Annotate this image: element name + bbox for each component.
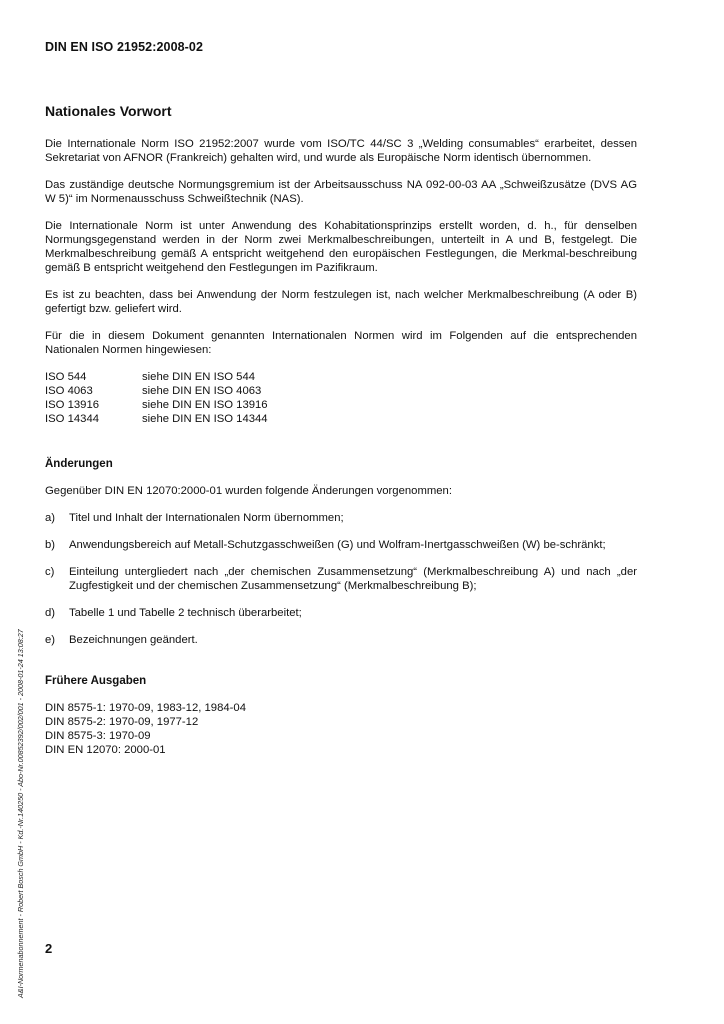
reference-iso: ISO 13916 — [45, 399, 100, 411]
reference-iso: ISO 14344 — [45, 413, 100, 425]
reference-iso: ISO 544 — [45, 371, 87, 383]
reference-din: siehe DIN EN ISO 4063 — [142, 385, 262, 397]
change-item — [45, 511, 637, 525]
earlier-edition-line: DIN 8575-2: 1970-09, 1977-12 — [45, 716, 199, 728]
reference-row — [45, 370, 637, 384]
change-text: Tabelle 1 und Tabelle 2 technisch überarbeitet; — [69, 607, 302, 619]
change-letter: b) — [45, 539, 56, 551]
reference-din: siehe DIN EN ISO 14344 — [142, 413, 268, 425]
foreword-paragraph: Es ist zu beachten, dass bei Anwendung der Norm festzulegen ist, nach welcher Merkmalbeschreibung (A oder B) gefertigt bzw. geliefert wird. — [45, 289, 637, 315]
reference-row — [45, 384, 637, 398]
page-content — [45, 104, 637, 757]
change-text: Einteilung untergliedert nach „der chemischen Zusammensetzung“ (Merkmalbeschreibung A) und nach „der Zugfestigkeit und der chemischen Zusammensetzung“ (Merkmalbeschreibung B); — [69, 566, 637, 592]
change-item — [45, 538, 637, 552]
change-text: Bezeichnungen geändert. — [69, 634, 198, 646]
document-id-header: DIN EN ISO 21952:2008-02 — [45, 40, 204, 54]
foreword-paragraph: Das zuständige deutsche Normungsgremium ist der Arbeitsausschuss NA 092-00-03 AA „Schweißzusätze (DVS AG W 5)“ im Normenausschuss Schweißtechnik (NAS). — [45, 179, 637, 205]
change-letter: a) — [45, 512, 56, 524]
section-title-earlier-editions: Frühere Ausgaben — [45, 675, 147, 687]
change-item — [45, 633, 637, 647]
change-item — [45, 565, 637, 593]
foreword-paragraph: Für die in diesem Dokument genannten Internationalen Normen wird im Folgenden auf die entsprechenden Nationalen Normen hingewiesen: — [45, 330, 637, 356]
section-title-changes: Änderungen — [45, 458, 113, 470]
reference-list — [45, 370, 637, 426]
foreword-paragraph: Die Internationale Norm ist unter Anwendung des Kohabitationsprinzips erstellt worden, d. h., für denselben Normungsgegenstand werden in der Norm zwei Merkmalbeschreibungen, unterteilt in A und B, festgelegt. Die Merkmalbeschreibung gemäß A entspricht weitgehend den europäischen Festlegungen, die Merkmal-beschreibung gemäß B entspricht weitgehend den Festlegungen im Pazifikraum. — [45, 220, 637, 274]
change-item — [45, 606, 637, 620]
section-title-foreword: Nationales Vorwort — [45, 103, 172, 119]
earlier-edition-line: DIN EN 12070: 2000-01 — [45, 744, 166, 756]
reference-din: siehe DIN EN ISO 544 — [142, 371, 256, 383]
reference-row — [45, 412, 637, 426]
reference-iso: ISO 4063 — [45, 385, 93, 397]
changes-intro: Gegenüber DIN EN 12070:2000-01 wurden folgende Änderungen vorgenommen: — [45, 485, 452, 497]
change-text: Titel und Inhalt der Internationalen Norm übernommen; — [69, 512, 344, 524]
change-text: Anwendungsbereich auf Metall-Schutzgasschweißen (G) und Wolfram-Inertgasschweißen (W) be-schränkt; — [69, 539, 606, 551]
foreword-paragraph: Die Internationale Norm ISO 21952:2007 wurde vom ISO/TC 44/SC 3 „Welding consumables“ erarbeitet, dessen Sekretariat von AFNOR (Frankreich) gehalten wird, und wurde als Europäische Norm identisch übernommen. — [45, 138, 637, 164]
change-letter: c) — [45, 566, 55, 578]
change-letter: e) — [45, 634, 56, 646]
reference-din: siehe DIN EN ISO 13916 — [142, 399, 268, 411]
page-number: 2 — [45, 941, 53, 956]
reference-row — [45, 398, 637, 412]
earlier-edition-line: DIN 8575-3: 1970-09 — [45, 730, 151, 742]
earlier-edition-line: DIN 8575-1: 1970-09, 1983-12, 1984-04 — [45, 702, 246, 714]
change-letter: d) — [45, 607, 56, 619]
subscription-side-note: A&I-Normenabonnement - Robert Bosch GmbH - Kd.-Nr.140250 - Abo-Nr.00852392/002/001 - 2008-01-24 13:08:27 — [16, 629, 25, 998]
